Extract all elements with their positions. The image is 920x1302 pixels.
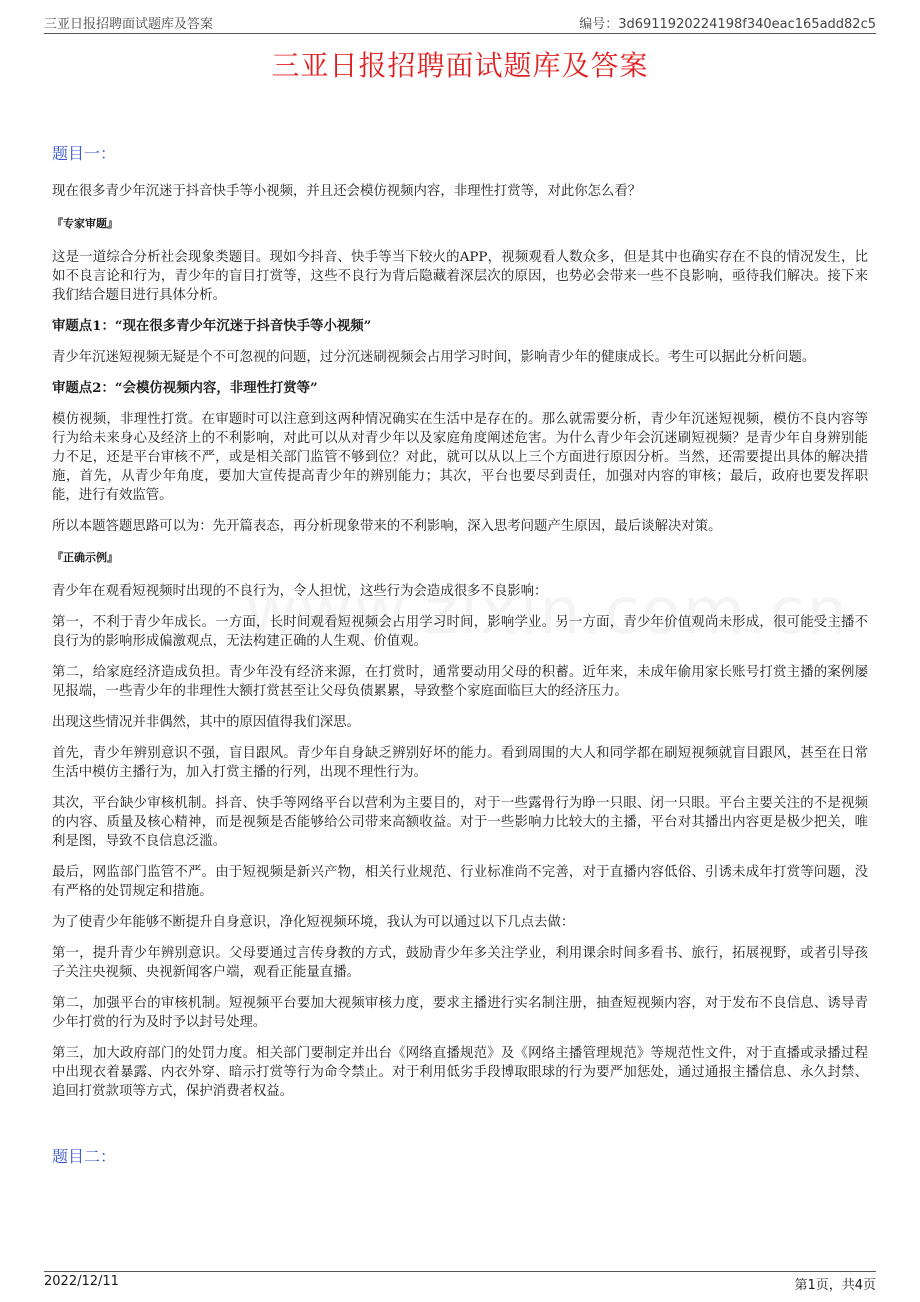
- footer-date: 2022/12/11: [44, 1274, 119, 1289]
- question-one-heading: 题目一：: [52, 144, 117, 163]
- review-point-2-title: 审题点2：“会模仿视频内容，非理性打赏等”: [52, 380, 318, 396]
- example-paragraph: 第一，不利于青少年成长。一方面，长时间观看短视频会占用学习时间，影响学业。另一方面，青少年价值观尚未形成，很可能受主播不良行为的影响形成偏激观点，无法构建正确的人生观、价值观。: [52, 615, 868, 649]
- document-title: 三亚日报招聘面试题库及答案: [271, 49, 649, 82]
- question-one-text: 现在很多青少年沉迷于抖音快手等小视频，并且还会模仿视频内容，非理性打赏等，对此你怎么看？: [52, 184, 642, 199]
- header-doc-title: 三亚日报招聘面试题库及答案: [44, 17, 214, 32]
- expert-intro: 这是一道综合分析社会现象类题目。现如今抖音、快手等当下较火的APP，视频观看人数众多，但是其中也确实存在不良的情况发生，比如不良言论和行为，青少年的盲目打赏等，这些不良行为背后隐藏着深层次的原因，也势必会带来一些不良影响，亟待我们解决。接下来我们结合题目进行具体分析。: [52, 250, 868, 303]
- example-paragraph: 第三，加大政府部门的处罚力度。相关部门要制定并出台《网络直播规范》及《网络主播管理规范》等规范性文件，对于直播或录播过程中出现衣着暴露、内衣外穿、暗示打赏等行为命令禁止。对于利用低劣手段博取眼球的行为要严加惩处，通过通报主播信息、永久封禁、追回打赏款项等方式，保护消费者权益。: [52, 1046, 868, 1099]
- correct-example-label: 『正确示例』: [52, 551, 118, 564]
- answer-approach-summary: 所以本题答题思路可以为：先开篇表态，再分析现象带来的不利影响，深入思考问题产生原因，最后谈解决对策。: [52, 519, 722, 534]
- example-paragraph: 首先，青少年辨别意识不强，盲目跟风。青少年自身缺乏辨别好坏的能力。看到周围的大人和同学都在刷短视频就盲目跟风，甚至在日常生活中模仿主播行为，加入打赏主播的行列，出现不理性行为。: [52, 746, 868, 780]
- example-paragraph: 为了使青少年能够不断提升自身意识，净化短视频环境，我认为可以通过以下几点去做：: [52, 915, 575, 930]
- example-paragraph: 第二，加强平台的审核机制。短视频平台要加大视频审核力度，要求主播进行实名制注册，抽查短视频内容，对于发布不良信息、诱导青少年打赏的行为及时予以封号处理。: [52, 996, 868, 1030]
- header-doc-id: 编号：3d6911920224198f340eac165add82c5: [579, 17, 876, 32]
- review-point-2-text: 模仿视频，非理性打赏。在审题时可以注意到这两种情况确实在生活中是存在的。那么就需要分析，青少年沉迷短视频，模仿不良内容等行为给未来身心及经济上的不利影响，对此可以从对青少年以及家庭角度阐述危害。为什么青少年会沉迷刷短视频？是青少年自身辨别能力不足，还是平台审核不严，或是相关部门监管不够到位？对此，就可以从以上三个方面进行原因分析。当然，还需要提出具体的解决措施，首先，从青少年角度，要加大宣传提高青少年的辨别能力；其次，平台也要尽到责任，加强对内容的审核；最后，政府也要发挥职能，进行有效监管。: [52, 412, 868, 503]
- footer-page-number: 第1页，共4页: [794, 1278, 876, 1293]
- question-two-heading: 题目二：: [52, 1147, 117, 1166]
- example-paragraph: 第一，提升青少年辨别意识。父母要通过言传身教的方式，鼓励青少年多关注学业，利用课余时间多看书、旅行，拓展视野，或者引导孩子关注央视频、央视新闻客户端，观看正能量直播。: [52, 946, 868, 980]
- page-footer: [44, 1271, 876, 1302]
- example-paragraph: 第二，给家庭经济造成负担。青少年没有经济来源，在打赏时，通常要动用父母的积蓄。近年来，未成年偷用家长账号打赏主播的案例屡见报端，一些青少年的非理性大额打赏甚至让父母负债累累，导致整个家庭面临巨大的经济压力。: [52, 665, 868, 699]
- document-body: [52, 140, 868, 1166]
- example-paragraph: 青少年在观看短视频时出现的不良行为，令人担忧，这些行为会造成很多不良影响：: [52, 584, 548, 599]
- page-header: [44, 0, 876, 34]
- example-paragraph: 出现这些情况并非偶然，其中的原因值得我们深思。: [52, 715, 360, 730]
- review-point-1-title: 审题点1：“现在很多青少年沉迷于抖音快手等小视频”: [52, 318, 372, 334]
- expert-review-label: 『专家审题』: [52, 217, 118, 230]
- review-point-1-text: 青少年沉迷短视频无疑是个不可忽视的问题，过分沉迷刷视频会占用学习时间，影响青少年的健康成长。考生可以据此分析问题。: [52, 350, 816, 365]
- example-paragraph: 最后，网监部门监管不严。由于短视频是新兴产物，相关行业规范、行业标准尚不完善，对于直播内容低俗、引诱未成年打赏等问题，没有严格的处罚规定和措施。: [52, 865, 868, 899]
- example-paragraph: 其次，平台缺少审核机制。抖音、快手等网络平台以营利为主要目的，对于一些露骨行为睁一只眼、闭一只眼。平台主要关注的不是视频的内容、质量及核心精神，而是视频是否能够给公司带来高额收益。对于一些影响力比较大的主播，平台对其播出内容更是极少把关，唯利是图，导致不良信息泛滥。: [52, 796, 868, 849]
